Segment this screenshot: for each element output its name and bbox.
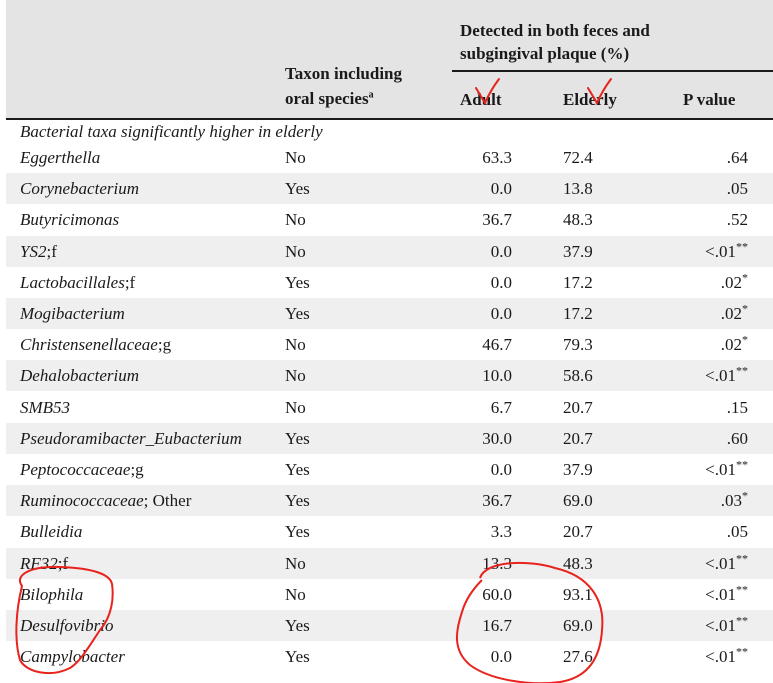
elderly-value-cell: 17.2 bbox=[563, 304, 593, 323]
table-row bbox=[6, 392, 773, 423]
taxon-cell bbox=[20, 173, 139, 204]
taxon-name: Desulfovibrio bbox=[20, 616, 114, 635]
table-row bbox=[6, 236, 773, 267]
taxon-suffix: ;f bbox=[46, 241, 57, 261]
significance-stars: ** bbox=[736, 238, 748, 253]
p-value-cell bbox=[666, 579, 748, 610]
table-row bbox=[6, 423, 773, 454]
taxon-name: Lactobacillales bbox=[20, 272, 125, 292]
taxon-cell bbox=[20, 454, 144, 485]
taxon-header-text: oral species bbox=[285, 89, 369, 108]
p-value-cell bbox=[666, 142, 748, 173]
significance-stars: * bbox=[742, 270, 748, 285]
p-value-text: <.01 bbox=[705, 584, 736, 604]
oral-species-cell: No bbox=[285, 584, 306, 604]
table-row bbox=[6, 548, 773, 579]
taxon-name: Christensenellaceae bbox=[20, 335, 158, 355]
group-header-line1: Detected in both feces and bbox=[460, 21, 650, 40]
oral-species-cell: Yes bbox=[285, 491, 310, 511]
adult-value-cell: 63.3 bbox=[482, 148, 512, 167]
significance-stars: ** bbox=[736, 582, 748, 597]
oral-species-cell: Yes bbox=[285, 647, 310, 667]
p-value-column-header: P value bbox=[683, 90, 736, 109]
p-value-text: .64 bbox=[726, 148, 748, 167]
group-header-line2: subgingival plaque (%) bbox=[460, 44, 630, 63]
elderly-value-cell: 93.1 bbox=[563, 584, 593, 604]
table-row bbox=[6, 173, 773, 204]
p-value-text: .60 bbox=[726, 428, 748, 448]
p-value-cell bbox=[666, 485, 748, 516]
p-value-cell bbox=[666, 454, 748, 485]
elderly-value-cell: 48.3 bbox=[563, 553, 593, 573]
taxon-cell bbox=[20, 298, 125, 329]
taxon-cell bbox=[20, 641, 125, 672]
taxon-cell bbox=[20, 360, 139, 391]
adult-value-cell: 36.7 bbox=[482, 491, 512, 511]
adult-value-cell: 60.0 bbox=[482, 584, 512, 604]
p-value-text: .52 bbox=[726, 210, 748, 230]
elderly-value-cell: 37.9 bbox=[563, 241, 593, 261]
taxon-cell bbox=[20, 610, 114, 641]
adult-value-cell: 3.3 bbox=[490, 522, 512, 542]
oral-species-cell: No bbox=[285, 366, 306, 386]
p-value-cell bbox=[666, 392, 748, 423]
header-bottom-rule bbox=[6, 118, 773, 120]
table-row bbox=[6, 516, 773, 547]
adult-column-header: Adult bbox=[460, 90, 502, 109]
significance-stars: ** bbox=[736, 457, 748, 472]
adult-value-cell: 0.0 bbox=[490, 241, 512, 261]
p-value-text: <.01 bbox=[705, 647, 736, 667]
taxon-cell bbox=[20, 485, 191, 516]
table-row bbox=[6, 579, 773, 610]
p-value-text: .03 bbox=[720, 491, 742, 511]
table-row bbox=[6, 454, 773, 485]
taxon-cell bbox=[20, 423, 242, 454]
significance-stars: * bbox=[742, 488, 748, 503]
p-value-cell bbox=[666, 610, 748, 641]
taxon-suffix: ;f bbox=[57, 553, 69, 573]
taxon-cell bbox=[20, 329, 171, 360]
taxon-name: Butyricimonas bbox=[20, 210, 120, 230]
taxon-cell bbox=[20, 267, 135, 298]
adult-value-cell: 36.7 bbox=[482, 210, 512, 230]
p-value-cell bbox=[666, 516, 748, 547]
taxon-footnote-marker: a bbox=[368, 89, 374, 101]
adult-value-cell: 0.0 bbox=[490, 304, 512, 323]
taxon-column-header-line1: Taxon including bbox=[285, 64, 403, 83]
p-value-cell bbox=[666, 548, 748, 579]
taxon-name: RF32 bbox=[20, 553, 58, 573]
p-value-cell bbox=[666, 204, 748, 235]
section-title: Bacterial taxa significantly higher in elderly bbox=[20, 122, 323, 141]
oral-species-cell: Yes bbox=[285, 179, 310, 199]
p-value-cell bbox=[666, 236, 748, 267]
taxon-name: Mogibacterium bbox=[20, 304, 125, 323]
significance-stars: ** bbox=[736, 363, 748, 378]
elderly-column-header: Elderly bbox=[563, 90, 617, 109]
oral-species-cell: Yes bbox=[285, 616, 310, 635]
elderly-value-cell: 20.7 bbox=[563, 397, 593, 417]
elderly-value-cell: 58.6 bbox=[563, 366, 593, 386]
table-row bbox=[6, 204, 773, 235]
taxon-suffix: ;g bbox=[157, 335, 172, 355]
p-value-cell bbox=[666, 423, 748, 454]
elderly-value-cell: 20.7 bbox=[563, 428, 593, 448]
table-row bbox=[6, 267, 773, 298]
taxon-suffix: ;g bbox=[130, 460, 144, 479]
table-row bbox=[6, 329, 773, 360]
p-value-text: .05 bbox=[726, 522, 748, 542]
taxon-name: Peptococcaceae bbox=[20, 460, 131, 479]
table-row bbox=[6, 485, 773, 516]
oral-species-cell: No bbox=[285, 397, 306, 417]
significance-stars: * bbox=[742, 332, 748, 347]
taxon-name: Bilophila bbox=[20, 584, 84, 604]
oral-species-cell: No bbox=[285, 241, 306, 261]
p-value-text: .02 bbox=[720, 304, 742, 323]
taxon-cell bbox=[20, 142, 100, 173]
taxon-name: Pseudoramibacter_Eubacterium bbox=[20, 428, 242, 448]
taxon-name: SMB53 bbox=[20, 397, 71, 417]
taxon-name: YS2 bbox=[20, 241, 47, 261]
table-header bbox=[6, 0, 773, 118]
p-value-text: <.01 bbox=[705, 366, 736, 386]
significance-stars: ** bbox=[736, 644, 748, 659]
adult-value-cell: 13.3 bbox=[482, 553, 512, 573]
adult-value-cell: 46.7 bbox=[482, 335, 512, 355]
elderly-value-cell: 48.3 bbox=[563, 210, 593, 230]
significance-stars: ** bbox=[736, 613, 748, 628]
significance-stars: ** bbox=[736, 550, 748, 565]
taxon-cell bbox=[20, 579, 83, 610]
taxon-cell bbox=[20, 236, 57, 267]
adult-value-cell: 6.7 bbox=[490, 397, 512, 417]
taxon-name: Campylobacter bbox=[20, 647, 125, 667]
table-row bbox=[6, 142, 773, 173]
adult-value-cell: 0.0 bbox=[490, 272, 512, 292]
oral-species-cell: Yes bbox=[285, 428, 310, 448]
taxon-name: Corynebacterium bbox=[20, 179, 139, 199]
adult-value-cell: 0.0 bbox=[490, 647, 512, 667]
oral-species-cell: No bbox=[285, 553, 306, 573]
adult-value-cell: 16.7 bbox=[482, 616, 512, 635]
taxon-column-header-line2 bbox=[285, 88, 374, 110]
taxon-suffix: ; Other bbox=[143, 491, 192, 511]
elderly-value-cell: 13.8 bbox=[563, 179, 593, 199]
p-value-cell bbox=[666, 267, 748, 298]
p-value-cell bbox=[666, 173, 748, 204]
group-header-rule bbox=[452, 70, 773, 72]
elderly-value-cell: 20.7 bbox=[563, 522, 593, 542]
p-value-text: <.01 bbox=[705, 241, 736, 261]
oral-species-cell: Yes bbox=[285, 522, 310, 542]
elderly-value-cell: 27.6 bbox=[563, 647, 593, 667]
p-value-text: <.01 bbox=[705, 460, 736, 479]
taxon-cell bbox=[20, 516, 82, 547]
p-value-cell bbox=[666, 329, 748, 360]
taxon-name: Ruminococcaceae bbox=[20, 491, 144, 511]
taxon-cell bbox=[20, 204, 119, 235]
taxon-name: Eggerthella bbox=[20, 148, 101, 167]
p-value-text: .05 bbox=[726, 179, 748, 199]
elderly-value-cell: 17.2 bbox=[563, 272, 593, 292]
p-value-cell bbox=[666, 298, 748, 329]
significance-stars: * bbox=[742, 301, 748, 316]
p-value-text: .15 bbox=[726, 397, 748, 417]
p-value-text: .02 bbox=[720, 335, 742, 355]
elderly-value-cell: 69.0 bbox=[563, 616, 593, 635]
p-value-cell bbox=[666, 641, 748, 672]
elderly-value-cell: 79.3 bbox=[563, 335, 593, 355]
table-row bbox=[6, 610, 773, 641]
taxon-name: Dehalobacterium bbox=[20, 366, 139, 386]
oral-species-cell: Yes bbox=[285, 304, 310, 323]
p-value-cell bbox=[666, 360, 748, 391]
elderly-value-cell: 69.0 bbox=[563, 491, 593, 511]
adult-value-cell: 30.0 bbox=[482, 428, 512, 448]
oral-species-cell: No bbox=[285, 335, 306, 355]
p-value-text: <.01 bbox=[705, 553, 736, 573]
adult-value-cell: 0.0 bbox=[490, 460, 512, 479]
oral-species-cell: Yes bbox=[285, 272, 310, 292]
adult-value-cell: 0.0 bbox=[490, 179, 512, 199]
oral-species-cell: No bbox=[285, 148, 306, 167]
p-value-text: .02 bbox=[720, 272, 742, 292]
table-row bbox=[6, 641, 773, 672]
taxon-name: Bulleidia bbox=[20, 522, 83, 542]
taxon-suffix: ;f bbox=[124, 272, 136, 292]
table-row bbox=[6, 298, 773, 329]
table-row bbox=[6, 360, 773, 391]
p-value-text: <.01 bbox=[705, 616, 736, 635]
elderly-value-cell: 72.4 bbox=[563, 148, 593, 167]
oral-species-cell: Yes bbox=[285, 460, 310, 479]
taxon-cell bbox=[20, 548, 68, 579]
taxon-cell bbox=[20, 392, 70, 423]
elderly-value-cell: 37.9 bbox=[563, 460, 593, 479]
oral-species-cell: No bbox=[285, 210, 306, 230]
adult-value-cell: 10.0 bbox=[482, 366, 512, 386]
